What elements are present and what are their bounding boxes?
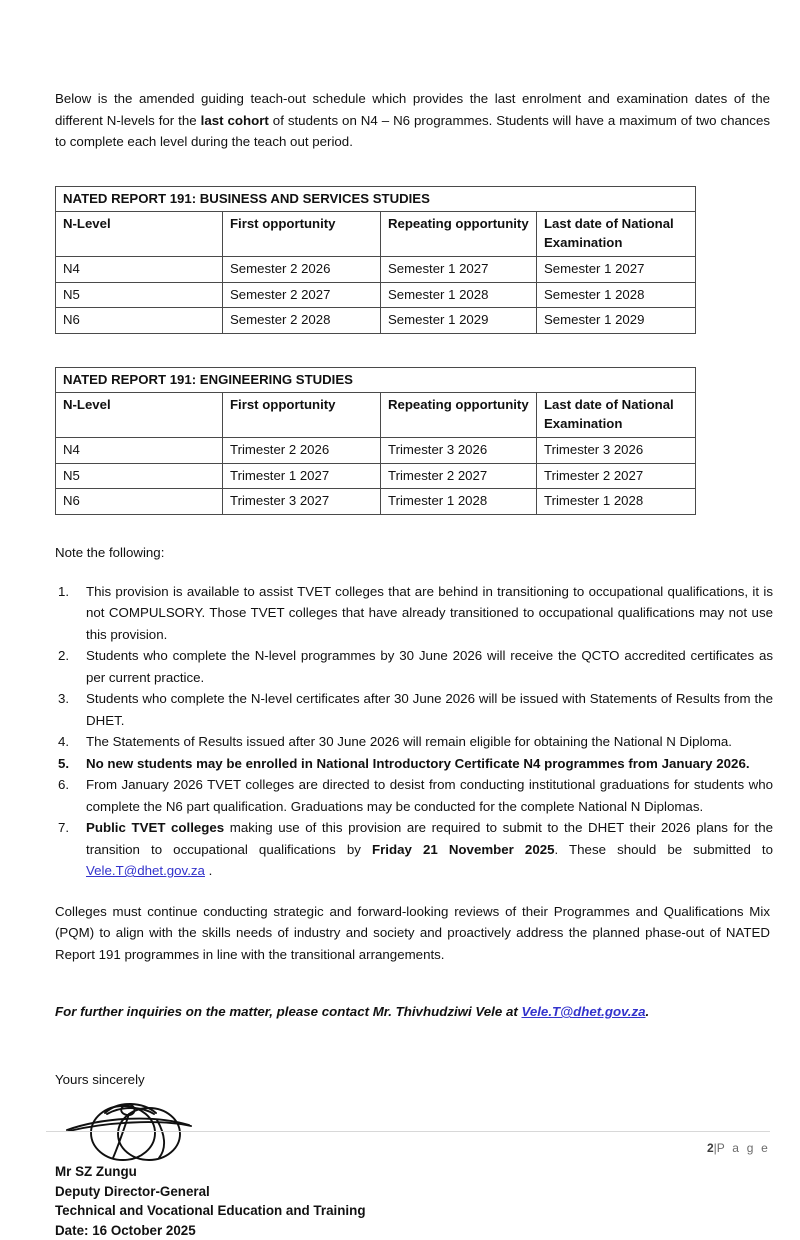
cell-repeating-opportunity: Trimester 3 2026 (381, 438, 537, 464)
column-header-first-opportunity: First opportunity (223, 212, 381, 257)
inquiry-line (55, 1001, 770, 1022)
email-link-submission[interactable]: Vele.T@dhet.gov.za (86, 863, 205, 878)
signatory-title: Deputy Director-General (55, 1182, 770, 1202)
list-item (55, 817, 773, 882)
signature-date: Date: 16 October 2025 (55, 1221, 770, 1240)
cell-last-date: Semester 1 2027 (537, 257, 696, 283)
page-footer (46, 1131, 770, 1157)
cell-last-date: Trimester 2 2027 (537, 463, 696, 489)
list-item-bold-deadline: Friday 21 November 2025 (372, 842, 555, 857)
column-header-n-level: N-Level (56, 212, 223, 257)
column-header-last-date: Last date of National Examination (537, 212, 696, 257)
list-item-tail: . (205, 863, 212, 878)
inquiry-tail: . (646, 1004, 650, 1019)
cell-repeating-opportunity: Trimester 2 2027 (381, 463, 537, 489)
closing-paragraph: Colleges must continue conducting strategic and forward-looking reviews of their Programmes and Qualifications Mix (PQM) to align with the skills needs of industry and society and proactively address the planned phase-out of NATED Report 191 programmes in line with the transitional arrangements. (55, 901, 770, 966)
footer-separator: | (714, 1141, 717, 1155)
email-link-inquiry[interactable]: Vele.T@dhet.gov.za (521, 1004, 645, 1019)
table-title-row (56, 186, 696, 212)
table-title-row (56, 367, 696, 393)
column-header-repeating-opportunity: Repeating opportunity (381, 212, 537, 257)
cell-first-opportunity: Semester 2 2028 (223, 308, 381, 334)
table-row (56, 489, 696, 515)
list-item (55, 688, 773, 731)
list-item-text: Students who complete the N-level certificates after 30 June 2026 will be issued with Statements of Results from the DHET. (86, 691, 773, 728)
cell-n-level: N4 (56, 438, 223, 464)
list-item-number: 7. (58, 817, 80, 839)
list-item (55, 774, 773, 817)
table-header-row (56, 212, 696, 257)
schedule-table-business (55, 186, 696, 334)
cell-n-level: N6 (56, 308, 223, 334)
list-item-number: 6. (58, 774, 80, 796)
table-row (56, 308, 696, 334)
list-item-text-mid1: making use of this provision are required to submit to the DHET their 2026 plans for the transition to occupational qualifications by (86, 820, 773, 857)
spacer-before-signoff (55, 1022, 770, 1070)
list-item-number: 2. (58, 645, 80, 667)
signatory-branch: Technical and Vocational Education and Training (55, 1201, 770, 1221)
table-title: NATED REPORT 191: BUSINESS AND SERVICES STUDIES (56, 186, 696, 212)
column-header-first-opportunity: First opportunity (223, 393, 381, 438)
signatory-name: Mr SZ Zungu (55, 1162, 770, 1182)
cell-first-opportunity: Semester 2 2027 (223, 282, 381, 308)
table-row (56, 463, 696, 489)
column-header-repeating-opportunity: Repeating opportunity (381, 393, 537, 438)
spacer-before-table-1 (55, 153, 770, 186)
cell-last-date: Trimester 1 2028 (537, 489, 696, 515)
list-item-text: From January 2026 TVET colleges are directed to desist from conducting institutional graduations for students who complete the N6 part qualification. Graduations may be conducted for the complete National N Diplomas. (86, 777, 773, 814)
column-header-n-level: N-Level (56, 393, 223, 438)
list-item-text: Students who complete the N-level programmes by 30 June 2026 will receive the QCTO accredited certificates as per current practice. (86, 648, 773, 685)
list-item-text: No new students may be enrolled in National Introductory Certificate N4 programmes from January 2026. (86, 756, 750, 771)
list-item-bold-lead: Public TVET colleges (86, 820, 224, 835)
cell-first-opportunity: Trimester 1 2027 (223, 463, 381, 489)
spacer-between-tables (55, 334, 770, 367)
cell-repeating-opportunity: Semester 1 2027 (381, 257, 537, 283)
spacer-before-closing (55, 882, 770, 901)
cell-first-opportunity: Semester 2 2026 (223, 257, 381, 283)
footer-page-number: 2 (707, 1141, 714, 1155)
list-item (55, 645, 773, 688)
table-row (56, 257, 696, 283)
list-item-number: 3. (58, 688, 80, 710)
page-number-label (707, 1141, 770, 1155)
list-item (55, 581, 773, 646)
cell-last-date: Trimester 3 2026 (537, 438, 696, 464)
cell-repeating-opportunity: Trimester 1 2028 (381, 489, 537, 515)
intro-paragraph (55, 88, 770, 153)
list-item-number: 5. (58, 753, 80, 775)
cell-first-opportunity: Trimester 2 2026 (223, 438, 381, 464)
cell-n-level: N6 (56, 489, 223, 515)
spacer-after-tables (55, 515, 770, 542)
cell-repeating-opportunity: Semester 1 2029 (381, 308, 537, 334)
list-item-text-mid2: . These should be submitted to (555, 842, 773, 857)
notes-list (55, 581, 773, 882)
cell-repeating-opportunity: Semester 1 2028 (381, 282, 537, 308)
cell-n-level: N5 (56, 282, 223, 308)
list-item-number: 1. (58, 581, 80, 603)
cell-n-level: N5 (56, 463, 223, 489)
cell-last-date: Semester 1 2028 (537, 282, 696, 308)
notes-heading: Note the following: (55, 542, 770, 563)
table-header-row (56, 393, 696, 438)
list-item-text: The Statements of Results issued after 30 June 2026 will remain eligible for obtaining the National N Diploma. (86, 734, 732, 749)
column-header-last-date: Last date of National Examination (537, 393, 696, 438)
list-item-number: 4. (58, 731, 80, 753)
list-item (55, 731, 773, 753)
spacer-before-notes (55, 563, 770, 581)
list-item (55, 753, 773, 775)
list-item-text: This provision is available to assist TVET colleges that are behind in transitioning to occupational qualifications, it is not COMPULSORY. Those TVET colleges that have already transitioned to occupational qualifications may not use this provision. (86, 584, 773, 642)
intro-bold-phrase: last cohort (201, 113, 269, 128)
intro-text-part1: Below is the amended guiding teach-out schedule which provides the last enrolment and examination dates of the different N-levels for the (55, 91, 770, 128)
signature-details (55, 1162, 770, 1240)
table-row (56, 438, 696, 464)
inquiry-text: For further inquiries on the matter, please contact Mr. Thivhudziwi Vele at (55, 1004, 521, 1019)
footer-page-word: P a g e (717, 1141, 770, 1155)
spacer-before-inquiry (55, 965, 770, 1001)
schedule-table-engineering (55, 367, 696, 515)
table-row (56, 282, 696, 308)
intro-text-part2: of students on N4 – N6 programmes. Students will have a maximum of two chances to complete each level during the teach out period. (55, 113, 770, 150)
sincerely-line: Yours sincerely (55, 1070, 770, 1090)
cell-n-level: N4 (56, 257, 223, 283)
cell-last-date: Semester 1 2029 (537, 308, 696, 334)
table-title: NATED REPORT 191: ENGINEERING STUDIES (56, 367, 696, 393)
cell-first-opportunity: Trimester 3 2027 (223, 489, 381, 515)
